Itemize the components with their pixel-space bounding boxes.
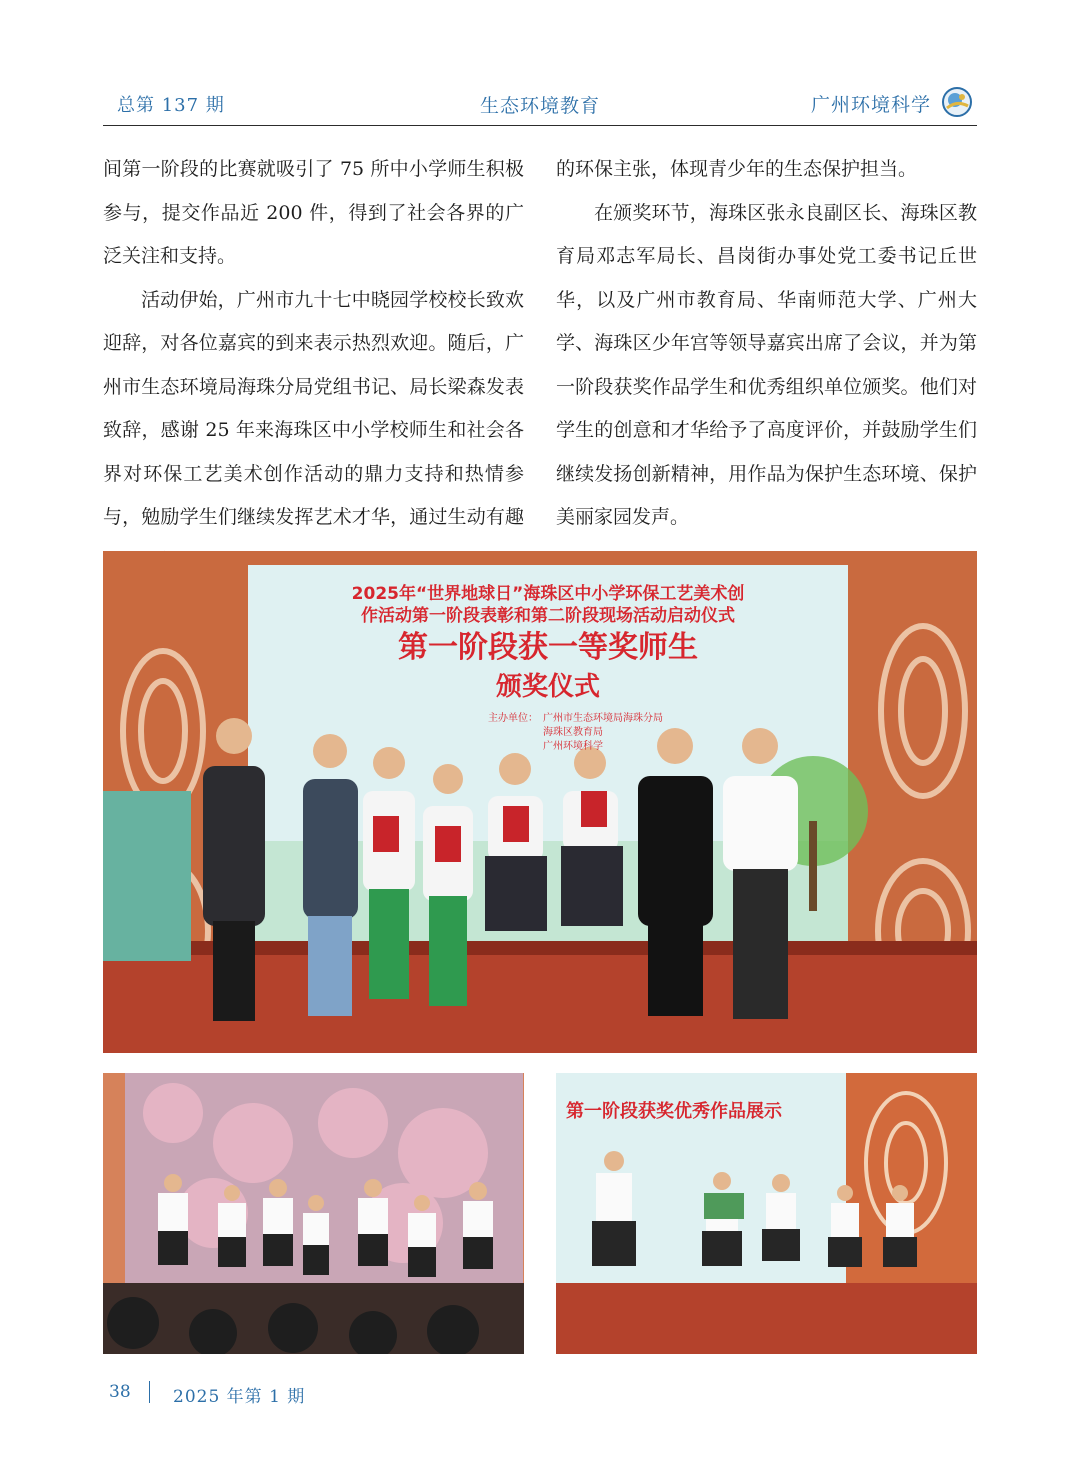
issue-number: 总第 137 期 (117, 95, 225, 116)
issue-date: 2025 年第 1 期 (173, 1387, 306, 1407)
organizer-3: 广州环境科学 (543, 741, 603, 752)
organizer-1: 广州市生态环境局海珠分局 (543, 713, 663, 724)
page-number: 38 (109, 1382, 131, 1402)
works-display-photo (556, 1073, 977, 1354)
section-title: 生态环境教育 (479, 95, 600, 117)
banner-line-2: 作活动第一阶段表彰和第二阶段现场活动启动仪式 (361, 606, 735, 626)
journal-logo-icon (941, 86, 973, 118)
text-column-left (103, 148, 524, 583)
paragraph: 间第一阶段的比赛就吸引了 75 所中小学师生积极参与，提交作品近 200 件，得到了社会各界的广泛关注和支持。 (103, 158, 524, 267)
banner-title: 第一阶段获一等奖师生 (398, 630, 698, 665)
paragraph: 活动伊始，广州市九十七中晓园学校校长致欢迎辞，对各位嘉宾的到来表示热烈欢迎。随后，广州市生态环境局海珠分局党组书记、局长梁森发表致辞，感谢 25 年来海珠区中小学校师生和社会各界对环保工艺美术创作活动的鼎力支持和热情参与，勉励学生们继续发挥艺术才华，通过生动有趣 (103, 288, 524, 528)
banner-line-1: 2025年“世界地球日”海珠区中小学环保工艺美术创 (351, 584, 745, 604)
header-rule (103, 125, 977, 126)
paragraph: 在颁奖环节，海珠区张永良副区长、海珠区教育局邓志军局长、昌岗街办事处党工委书记丘世华，以及广州市教育局、华南师范大学、广州大学、海珠区少年宫等领导嘉宾出席了会议，并为第一阶段获奖作品学生和优秀组织单位颁奖。他们对学生的创意和才华给予了高度评价，并鼓励学生们继续发扬创新精神，用作品为保护生态环境、保护美丽家园发声。 (556, 201, 977, 528)
student-performance-photo (103, 1073, 524, 1354)
award-ceremony-photo (103, 551, 977, 1053)
text-column-right (556, 148, 977, 540)
banner-subtitle: 颁奖仪式 (495, 672, 601, 702)
footer-divider (149, 1381, 150, 1403)
paragraph: 的环保主张，体现青少年的生态保护担当。 (556, 158, 918, 180)
organizer-label: 主办单位： (488, 713, 538, 724)
organizer-2: 海珠区教育局 (543, 727, 603, 738)
banner-title: 第一阶段获奖优秀作品展示 (566, 1101, 782, 1122)
journal-title: 广州环境科学 (810, 94, 931, 116)
page-header (103, 84, 977, 126)
